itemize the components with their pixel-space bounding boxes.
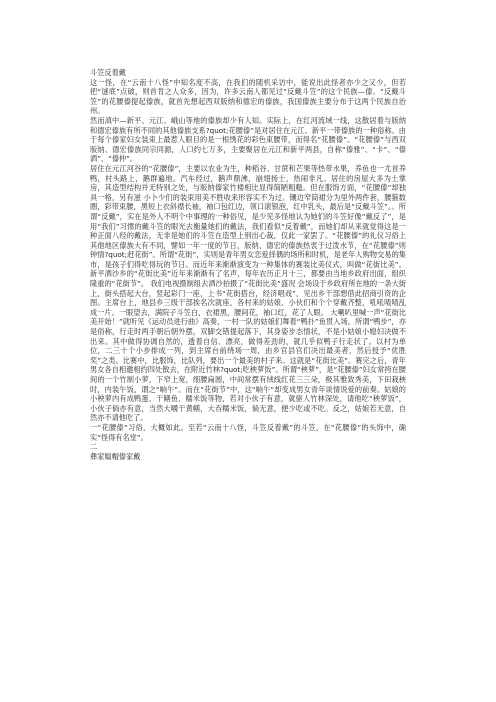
paragraph: 居住在元江河谷的“花腰傣”，主要以农业为生，种稻谷、甘蔗和芒果等热带水果，养鱼也一尤首养鸭，村头路上，鹅群遍地。汽车经过，鹅声鼎沸，崩翅扬士，热闹非凡。居住的房屋大多为土掌房，其造型结构并无特别之处，与版纳傣家竹楼相比显得简陋粗糙。但在服饰方面，“花腰傣”却独具一格，另有滋 小卜少们的装束用美不胜收来形容实不为过。镶边窄筒裙分为里外两件套，腰箍数圈，彩带束腰，黑短上衣斜襟长袖，袖口包红边，领口滚银泡，红中乳头，最后是“反戴斗笠”。。所谓“反戴”，实在是外人不明个中事理的一种俗见，是少见多怪地认为她们的斗笠好像“戴反了”，是用“我们”习惯的戴斗笠的眼光去衡量她们的戴法，我们看似“反着戴”，而她们却从来就觉得这是一种正面八经的戴法，无非是她们的斗笠在造型上别出心裁，仅此一家罢了。“花腰傣”的礼仪习俗上其他地区傣族大有不同，譬如一年一度的节日，版纳、德宏的傣族热衷于过泼水节，在“花腰傣”则钟情?quot;赶花街”。所谓“花街”，实则是青年男女恋爱择偶的场所和时机，是老年人购物交易的集市，是孩子们得吃得玩的节日。而近年来渐渐演变为一种集体的赛装比美仪式，叫做“花街比美”。新平洒沙乡的“花街比美”近年来渐渐有了名声，每年农历正月十三，都要由当地乡政府出面，组织隆重的“花街节”。 我们电视摄制组去洒沙拍摄了“花街比美”盛况 会场设于乡政府所在地的一条大街上，街头搭起大台，竖起彩门一座，上书“花街搭台，经济唱戏”，见出乡干部想借此招商引资的企图。主席台上，地县乡三级干部挨名次就座，各村来的姑娘、小伙们和个个穿戴齐整，吼吼喳喳乱成一片。一眼望去，满院子斗笠白，衣裙黑，腰间花，袖口红，花了人眼。 大喇叭里喊一声“花街比美开始！”就听见《运动员进行曲》高奏，一村一队的姑娘们舞着“鸭扑”鱼贯入场。所谓“鸭步”，亦是俗称，行走时两手朝后朝外摆，双脚交错提起落下，其身姿步态情状，不是小姑娘小媳妇决做不出来。其中做得协调自然的，透着自信、漂亮，做得差劲的，就几乎似鸭子行走状了。以村为单位，二三十个小步排成一列，到主席台前绕场一周，由乡官县官们决出最美者，然后授予“优胜奖”之类。比赛中，比服饰，比队列，要出一个最美的村子来。这就是“花街比美”。赛完之后，青年男女各自相邀相约四处散去，在附近竹林?quot;吃秧萝饭”。所谓“秧萝”，是“花腰傣”妇女常挎在腰间的一个竹制小萝，下窄上宽，细腰扁圆，中间常摆有绒线红花三三朵，极其雅致秀美，下田栽秧时，内装午饭，谓之“晌午”。而在“花街节”中，这“晌午”却变成男女青年谈情说爱的前奏。姑娘的小秧萝内有成鸭蛋、干鳝鱼、糯米饭等物，若对小伙子有意，就驱人竹林深处，请他吃“秧萝饭”，小伙子倘亦有意，当然大嚼干黄鳝，大吞糯米饭，倘无意，便少吃或不吃。反之，姑娘若无意，自然亦不请他吃了。: [90, 163, 406, 423]
section-number: 二: [90, 442, 98, 452]
paragraph: 一“花腰傣”习俗，大概如此。至若“云南十八怪，斗笠反着戴”的斗笠，在“花腰傣”的头饰中，确实“怪得有名堂”。: [90, 422, 406, 442]
document-page: [90, 68, 406, 461]
section-heading: 彝家媪帽傣家戴: [90, 451, 141, 461]
paragraph: 这一怪，在“云南十八怪”中知名度不高，在我们的随机采访中，能说出此怪者亦少之又少，但若把“谜底”点破，则首肯之人众多，因为，许多云南人都见过“反戴斗笠”的这个民族—傣。“反戴斗笠”的花腰傣提起傣族，就首先想起西双版纳和德宏的傣族，我国傣族主要分布于这两个民族自治州。: [90, 77, 406, 116]
paragraph: 然而滇中—新平、元江、峨山等地的傣族却少有人知。实际上，在红河流域一线，这散居着与版纳和德宏傣族有所不同的其他傣族支系?quot;花腰傣”是对居住在元江、新平一带傣族的一种俗称。由于每个傣家妇女装束上最惹人眼目的是一根绣花的彩色束腰带，而得名“花腰傣”。“花腰傣”与西双版纳、德宏傣族同宗同源，人口约七万多，主要聚居在元江和新平两县，自称“傣雅”、“卡”、“傣洒”、“傣仲”。: [90, 115, 406, 164]
document-title: 斗笠反着戴: [90, 68, 126, 77]
